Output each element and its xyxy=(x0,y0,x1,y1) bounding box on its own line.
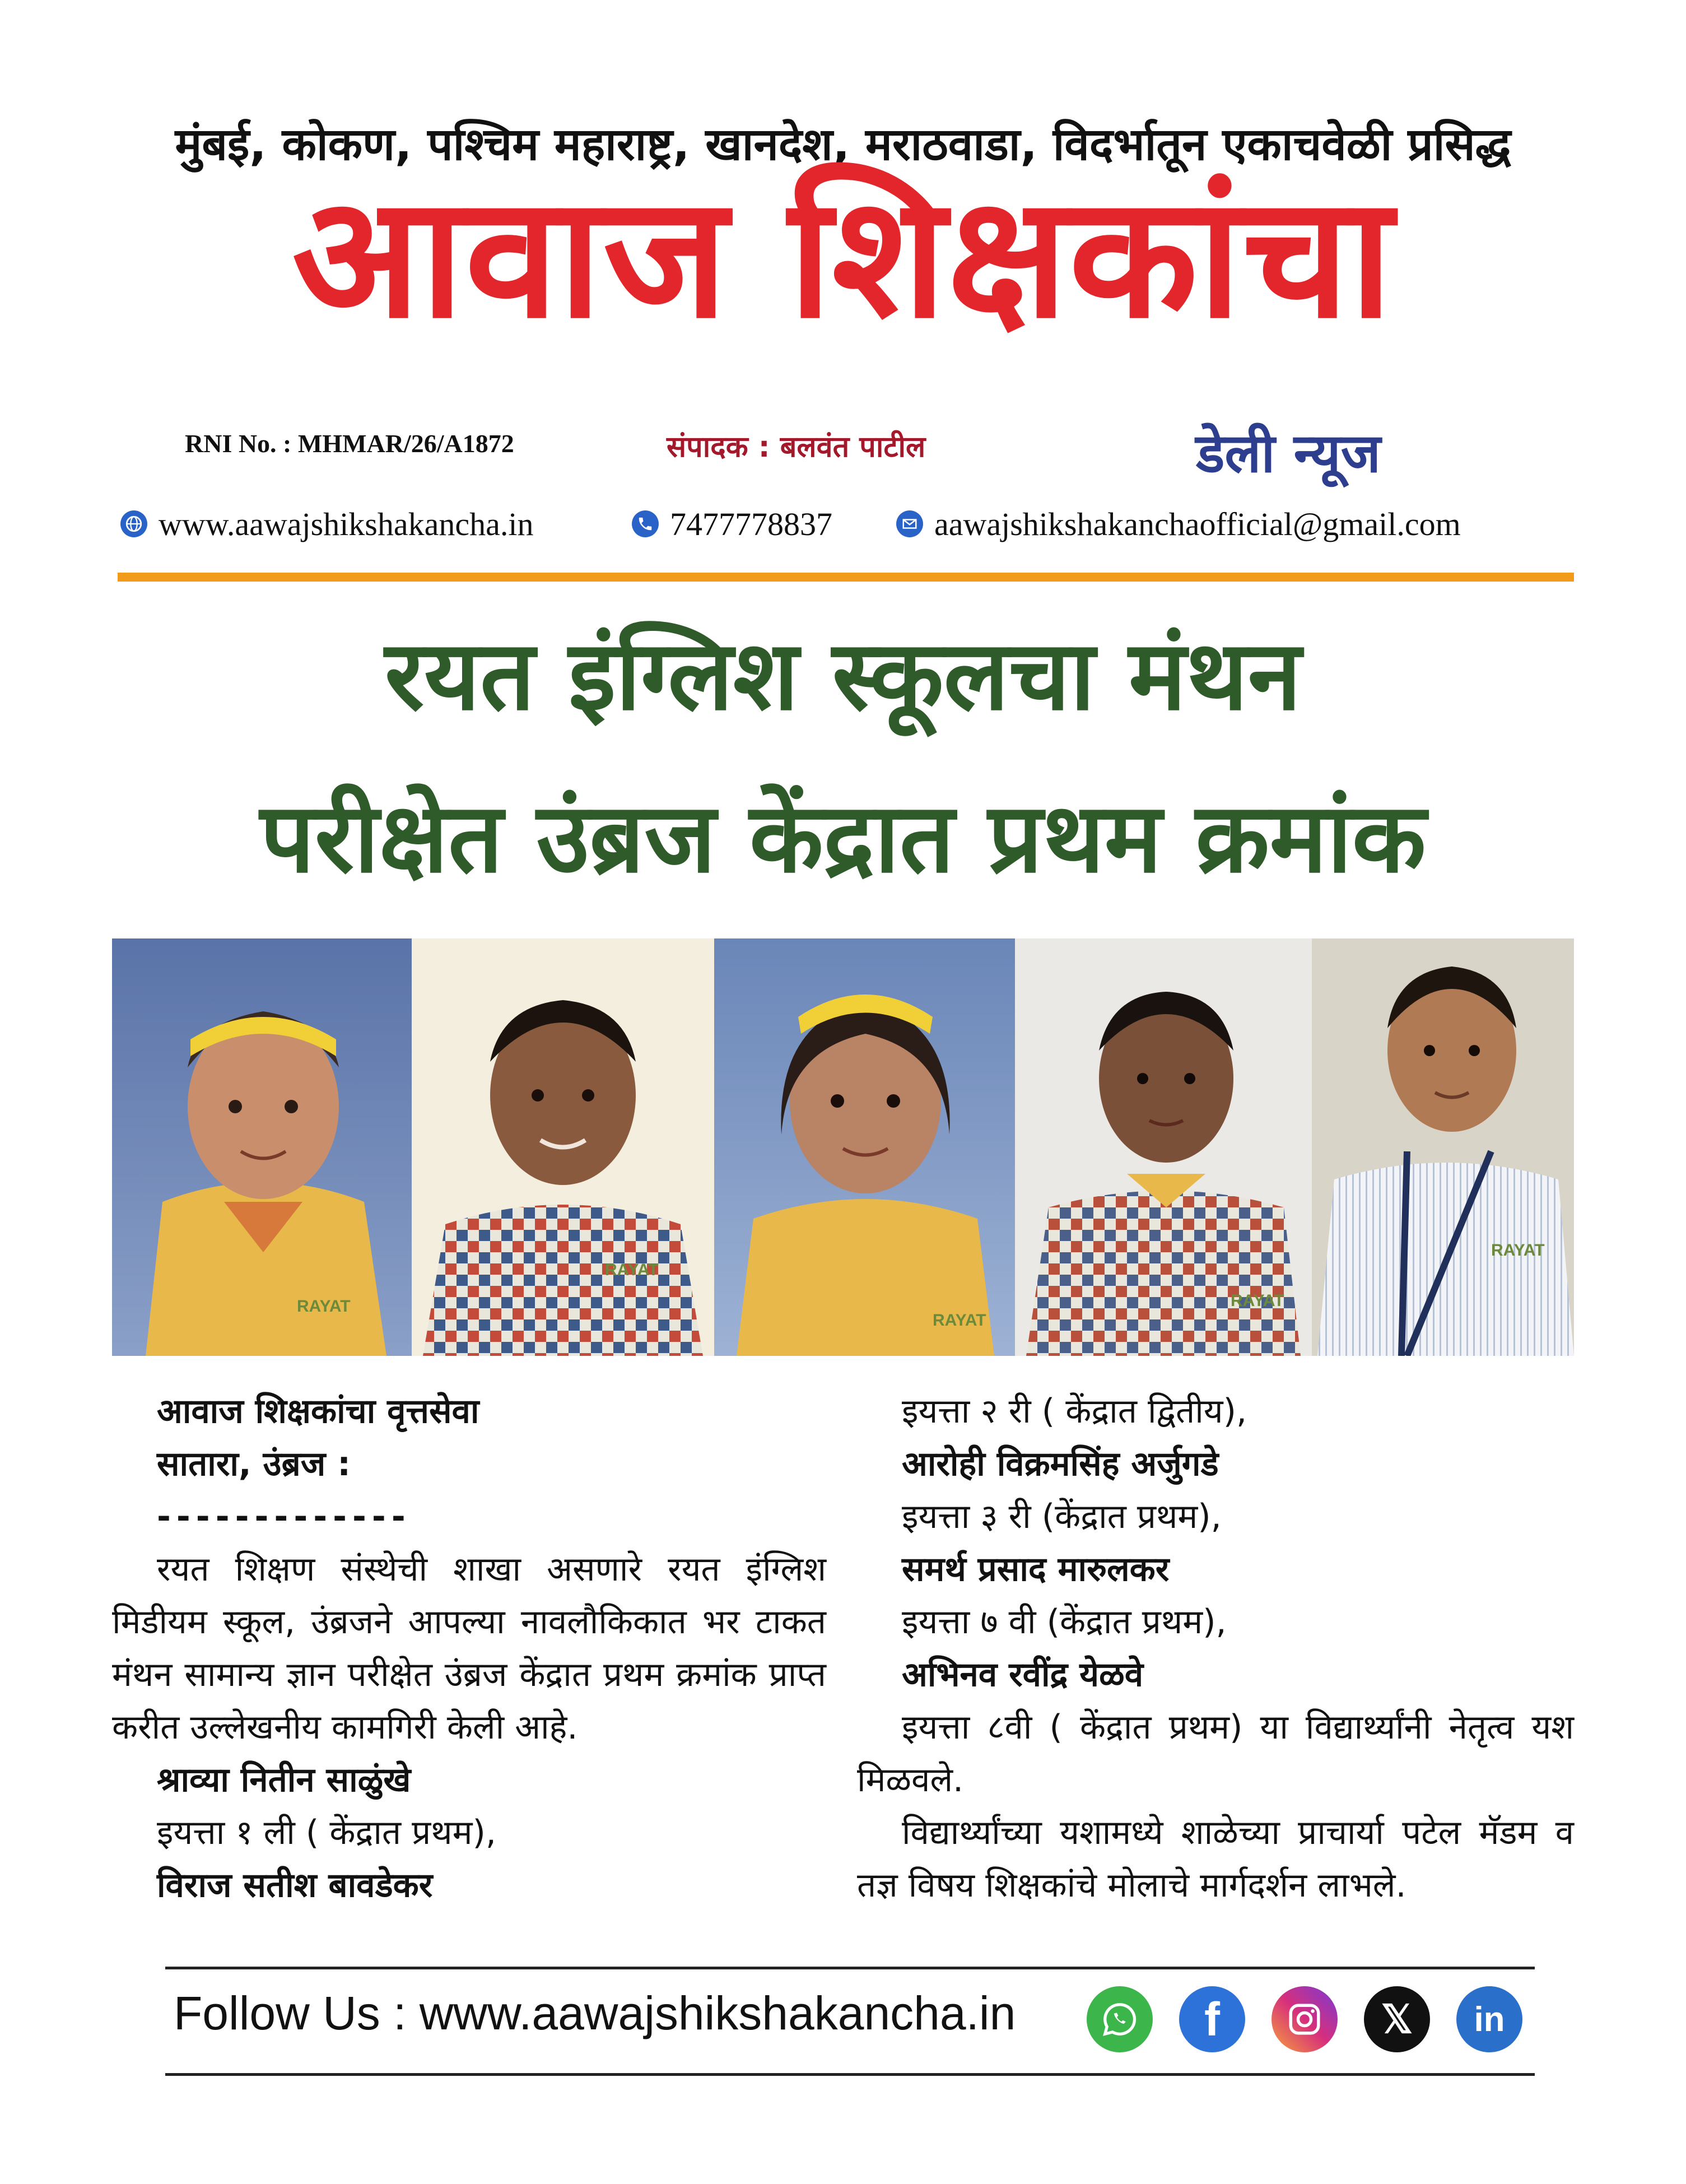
intro-paragraph: रयत शिक्षण संस्थेची शाखा असणारे रयत इंग्लिश मिडीयम स्कूल, उंब्रजने आपल्या नावलौकिकात भर टाकत मंथन सामान्य ज्ञान परीक्षेत उंब्रज केंद्रात प्रथम क्रमांक प्राप्त करीत उल्लेखनीय कामगिरी केली आहे. xyxy=(112,1550,826,1747)
separator: ------------- xyxy=(157,1497,411,1536)
x-icon[interactable]: 𝕏 xyxy=(1364,1986,1430,2052)
phone-icon xyxy=(632,510,659,537)
rayat-badge-2: RAYAT xyxy=(605,1261,659,1279)
mail-icon xyxy=(896,510,923,537)
editor-name: संपादक : बलवंत पाटील xyxy=(667,430,926,464)
website-link[interactable]: www.aawajshikshakancha.in xyxy=(159,505,534,542)
masthead-title: आवाज शिक्षकांचा xyxy=(292,160,1394,355)
student-photo-5 xyxy=(1312,938,1574,1356)
footer-top-rule xyxy=(165,1967,1535,1969)
closing-paragraph: विद्यार्थ्यांच्या यशामध्ये शाळेच्या प्राचार्या पटेल मॅडम व तज्ञ विषय शिक्षकांचे मोलाचे मार्गदर्शन लाभले. xyxy=(857,1813,1574,1905)
globe-icon xyxy=(120,510,147,537)
rni-number: RNI No. : MHMAR/26/A1872 xyxy=(185,429,514,458)
student-2-detail: इयत्ता २ री ( केंद्रात द्वितीय), xyxy=(902,1392,1247,1431)
student-3-detail: इयत्ता ३ री (केंद्रात प्रथम), xyxy=(902,1497,1222,1536)
email-contact[interactable] xyxy=(896,504,1461,543)
news-source: आवाज शिक्षकांचा वृत्तसेवा xyxy=(157,1392,479,1431)
whatsapp-icon[interactable] xyxy=(1087,1986,1153,2052)
phone-number[interactable]: 7477778837 xyxy=(670,505,832,542)
student-1-name: श्राव्या नितीन साळुंखे xyxy=(157,1760,411,1800)
rayat-badge-3: RAYAT xyxy=(933,1311,986,1330)
phone-contact[interactable] xyxy=(632,504,832,543)
orange-divider xyxy=(118,573,1574,582)
linkedin-icon[interactable]: in xyxy=(1456,1986,1522,2052)
footer-bottom-rule xyxy=(165,2073,1535,2076)
email-address[interactable]: aawajshikshakanchaofficial@gmail.com xyxy=(934,505,1461,542)
student-5-detail: इयत्ता ८वी ( केंद्रात प्रथम) या विद्यार्थ्यांनी नेतृत्व यश मिळवले. xyxy=(857,1708,1574,1800)
student-4-detail: इयत्ता ७ वी (केंद्रात प्रथम), xyxy=(902,1602,1227,1642)
student-photo-1 xyxy=(112,938,412,1356)
headline-line-2: परीक्षेत उंब्रज केंद्रात प्रथम क्रमांक xyxy=(260,782,1426,894)
website-contact[interactable] xyxy=(120,504,533,543)
article-right-column xyxy=(857,1385,1574,1912)
rayat-badge-1: RAYAT xyxy=(297,1297,351,1316)
tagline: मुंबई, कोकण, पश्चिम महाराष्ट्र, खानदेश, मराठवाडा, विदर्भातून एकाचवेळी प्रसिद्ध xyxy=(175,118,1511,170)
instagram-icon[interactable] xyxy=(1272,1986,1338,2052)
student-photo-4 xyxy=(1015,938,1312,1356)
daily-news-label: डेली न्यूज xyxy=(1196,422,1381,485)
student-photo-strip xyxy=(112,938,1574,1356)
headline-line-1: रयत इंग्लिश स्कूलचा मंथन xyxy=(384,619,1302,732)
article-left-column xyxy=(112,1385,826,1912)
student-1-detail: इयत्ता १ ली ( केंद्रात प्रथम), xyxy=(157,1813,496,1852)
student-3-name: आरोही विक्रमसिंह अर्जुगडे xyxy=(902,1444,1219,1484)
student-2-name: विराज सतीश बावडेकर xyxy=(157,1866,433,1905)
student-4-name: समर्थ प्रसाद मारुलकर xyxy=(902,1550,1170,1589)
follow-us-text[interactable]: Follow Us : www.aawajshikshakancha.in xyxy=(174,1987,1016,2039)
student-5-name: अभिनव रवींद्र येळवे xyxy=(902,1655,1144,1694)
facebook-icon[interactable]: f xyxy=(1179,1986,1245,2052)
rayat-badge-4: RAYAT xyxy=(1231,1291,1284,1310)
student-photo-3 xyxy=(714,938,1015,1356)
dateline: सातारा, उंब्रज : xyxy=(157,1444,351,1484)
student-photo-2 xyxy=(412,938,714,1356)
rayat-badge-5: RAYAT xyxy=(1491,1241,1545,1260)
